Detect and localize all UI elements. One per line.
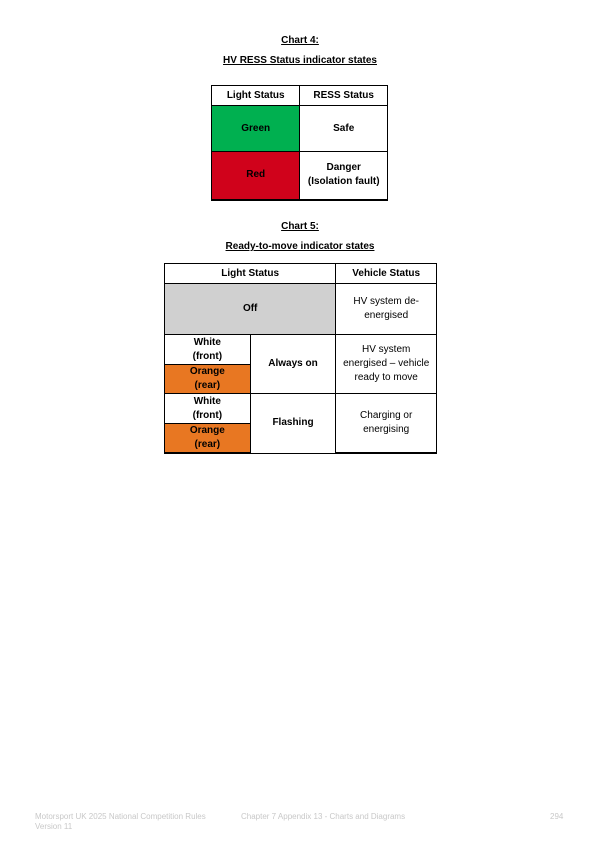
white-line2: (front) [192, 350, 223, 362]
chart4-subtitle: HV RESS Status indicator states [223, 55, 377, 66]
status-deenergised-cell [336, 284, 437, 335]
always-on-orange-cell [165, 365, 251, 394]
light-green-cell: Green [212, 106, 300, 152]
footer-rules: Motorsport UK 2025 National Competition Rules [35, 812, 206, 821]
footer-left [35, 812, 206, 832]
orange-line2: (rear) [194, 439, 221, 450]
header-light-status: Light Status [212, 86, 300, 106]
header-ress-status: RESS Status [300, 86, 388, 106]
footer-chapter: Chapter 7 Appendix 13 - Charts and Diagrams [241, 812, 406, 821]
flashing-orange-cell [165, 424, 251, 454]
status-charging-cell [336, 394, 437, 454]
ress-status-table [211, 85, 388, 201]
header-light-status: Light Status [165, 264, 336, 284]
white-line2: (front) [192, 409, 223, 421]
flashing-mode-cell: Flashing [250, 394, 336, 454]
deenergised-line1: HV system de- [353, 296, 419, 307]
header-vehicle-status: Vehicle Status [336, 264, 437, 284]
always-on-mode-cell: Always on [250, 335, 336, 394]
danger-line2: (Isolation fault) [307, 176, 380, 188]
chart5-title: Chart 5: [281, 221, 319, 232]
danger-line1: Danger [326, 162, 361, 174]
ready-to-move-table [164, 263, 437, 454]
orange-line1: Orange [189, 425, 225, 436]
energised-line3: ready to move [354, 372, 418, 383]
footer-version: Version 11 [35, 822, 73, 831]
chart4-title: Chart 4: [281, 35, 319, 46]
flashing-white-cell [165, 394, 251, 424]
status-danger-cell [300, 152, 388, 200]
orange-line1: Orange [189, 366, 225, 377]
status-energised-cell [336, 335, 437, 394]
white-line1: White [193, 395, 221, 407]
always-on-white-cell [165, 335, 251, 365]
chart5-subtitle: Ready-to-move indicator states [225, 241, 375, 252]
light-off-cell: Off [165, 284, 336, 335]
energised-line2: energised – vehicle [343, 358, 430, 369]
light-red-cell: Red [212, 152, 300, 200]
status-safe-cell: Safe [300, 106, 388, 152]
charging-line2: energising [363, 424, 410, 435]
charging-line1: Charging or [360, 410, 413, 421]
deenergised-line2: energised [364, 310, 409, 321]
white-line1: White [193, 336, 221, 348]
footer-page-number: 294 [550, 812, 564, 821]
orange-line2: (rear) [194, 380, 221, 391]
energised-line1: HV system [362, 344, 411, 355]
